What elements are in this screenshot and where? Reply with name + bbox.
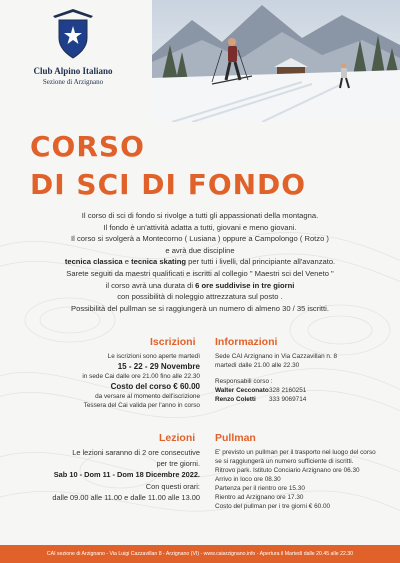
intro-line: tecnica classica e tecnica skating per tutti i livelli, dal principiante all'avanzato. (64, 257, 336, 267)
iscrizioni-heading: Iscrizioni (150, 336, 196, 348)
footer-bar: CAI sezione di Arzignano - Via Luigi Cazzavillan 8 - Arzignano (VI) - www.caiarzignano.info - Apertura il Martedì dalle 20.45 alle 22.30 (0, 545, 400, 563)
contact-phone: 333 9069714 (269, 396, 307, 403)
cai-emblem-icon (51, 8, 95, 60)
contact-row (215, 386, 385, 395)
contact-name: Renzo Coletti (215, 396, 256, 403)
intro-line: Il fondo è un'attività adatta a tutti, giovani e meno giovani. (103, 222, 297, 232)
course-cost: Costo del corso € 60.00 (110, 382, 200, 391)
registration-dates: 15 - 22 - 29 Novembre (117, 362, 200, 371)
intro-text (20, 210, 380, 314)
section-name: Sezione di Arzignano (42, 78, 104, 86)
intro-line: il corso avrà una durata di 6 ore suddivise in tre giorni (105, 280, 295, 290)
intro-line: Possibilità del pullman se si raggiungerà un numero di almeno 30 / 35 iscritti. (71, 303, 329, 313)
informazioni-heading: Informazioni (215, 336, 278, 348)
cai-logo (18, 8, 128, 86)
intro-line: Il corso si svolgerà a Montecorno ( Lusiana ) oppure a Campolongo ( Rotzo ) (71, 234, 329, 244)
discipline-classic: tecnica classica (64, 257, 123, 267)
contact-name: Walter Cecconato (215, 387, 269, 394)
pullman-heading: Pullman (215, 432, 256, 444)
informazioni-block: Sede CAI Arzignano in Via Cazzavillan n. 8 martedì dalle 21.00 alle 22.30 Responsabili corso : Walter Cecconato 328 2160251 Renzo Coletti 333 9069714 (215, 352, 385, 404)
intro-line: Il corso di sci di fondo si rivolge a tutti gli appassionati della montagna. (81, 211, 319, 220)
contact-phone: 328 2160251 (269, 387, 307, 394)
lesson-dates: Sab 10 - Dom 11 - Dom 18 Dicembre 2022. (53, 470, 200, 480)
iscrizioni-block: Le iscrizioni sono aperte martedì 15 - 22 - 29 Novembre in sede Cai dalle ore 21.00 fino alle 22.30 Costo del corso € 60.00 da versare al momento dell'iscrizione Tessera del Cai valida per l'anno in corso (22, 352, 200, 410)
contact-row (215, 395, 385, 404)
discipline-skating: tecnica skating (131, 257, 186, 267)
org-name: Club Alpino Italiano (33, 66, 113, 76)
skiers-photo (152, 0, 400, 122)
title-line-2: DI SCI DI FONDO (30, 168, 307, 201)
intro-line: e avrà due discipline (165, 245, 235, 255)
lezioni-heading: Lezioni (159, 432, 196, 444)
lezioni-block: Le lezioni saranno di 2 ore consecutive per tre giorni. Sab 10 - Dom 11 - Dom 18 Dicembre 2022. Con questi orari: dalle 09.00 alle 11.00 e dalle 11.00 alle 13.00 (22, 447, 200, 503)
title-line-1: CORSO (30, 130, 145, 163)
pullman-block: E' previsto un pullman per il trasporto nel luogo del corso se si raggiungerà un numero sufficiente di iscritti. Ritrovo park. Istituto Conciario Arzignano ore 06.30 Arrivo in loco ore 08.30 Partenza per il rientro ore 15.30 Rientro ad Arzignano ore 17.30 Costo del pullman per i tre giorni € 60.00 (215, 449, 376, 510)
intro-line: con possibilità di noleggio attrezzatura sul posto . (117, 292, 283, 302)
intro-line: Sarete seguiti da maestri qualificati e iscritti al collegio " Maestri sci del Veneto " (66, 268, 334, 278)
course-duration: 6 ore suddivise in tre giorni (195, 280, 295, 290)
